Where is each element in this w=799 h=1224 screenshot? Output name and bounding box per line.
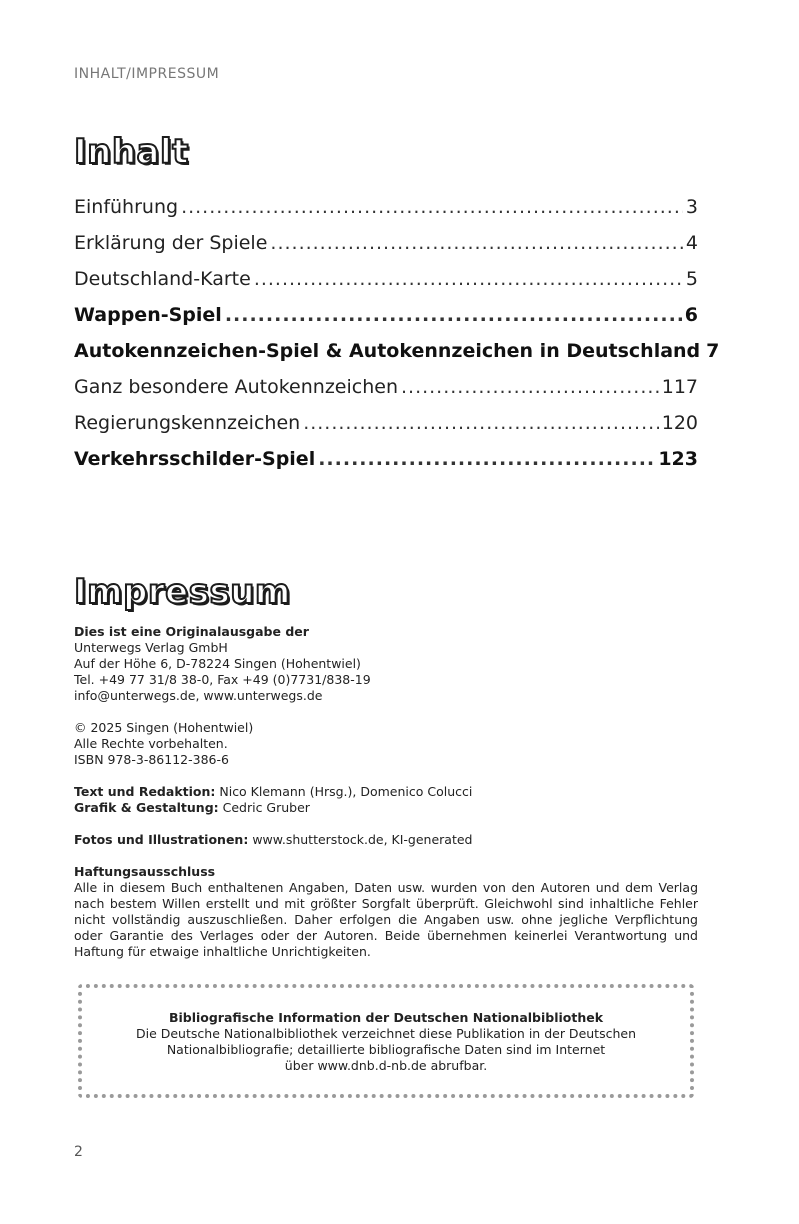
toc-leader-dots xyxy=(225,304,682,326)
disclaimer-heading: Haftungsausschluss xyxy=(74,864,216,879)
rights-line: Alle Rechte vorbehalten. xyxy=(74,736,228,751)
bibliographic-line: Die Deutsche Nationalbibliothek verzeichnet diese Publikation in der Deutschen xyxy=(135,1026,636,1041)
text-credit-value: Nico Klemann (Hrsg.), Domenico Colucci xyxy=(215,784,473,799)
toc-entry xyxy=(74,340,720,376)
original-edition-note: Dies ist eine Originalausgabe der xyxy=(74,624,309,639)
toc-leader-dots xyxy=(270,232,683,254)
publisher-name: Unterwegs Verlag GmbH xyxy=(74,640,228,655)
toc-entry-title: Verkehrsschilder-Spiel xyxy=(74,448,316,470)
contents-heading: Inhalt xyxy=(74,132,189,172)
toc-entry-page: 117 xyxy=(661,376,698,398)
toc-entry-title: Erklärung der Spiele xyxy=(74,232,268,254)
toc-entry-page: 120 xyxy=(661,412,698,434)
toc-entry xyxy=(74,196,698,232)
toc-entry xyxy=(74,232,698,268)
toc-leader-dots xyxy=(303,412,659,434)
imprint-block xyxy=(74,624,698,960)
toc-entry-title: Ganz besondere Autokennzeichen xyxy=(74,376,398,398)
publisher-email-web: info@unterwegs.de, www.unterwegs.de xyxy=(74,688,323,703)
toc-entry-page: 7 xyxy=(706,340,720,362)
disclaimer-text: Alle in diesem Buch enthaltenen Angaben, Daten usw. wurden von den Autoren und dem Verlag nach bestem Willen erstellt und mit größter Sorgfalt überprüft. Gleichwohl sind inhaltliche Fehler nicht vollständig auszuschließen. Daher erfolgen die Angaben usw. ohne jegliche Verpflichtung oder Garantie des Verlages oder der Autoren. Beide übernehmen keinerlei Verantwortung und Haftung für etwaige inhaltliche Unrichtigkeiten. xyxy=(74,880,698,959)
toc-entry-page: 123 xyxy=(658,448,698,470)
toc-leader-dots xyxy=(318,448,655,470)
isbn-line: ISBN 978-3-86112-386-6 xyxy=(74,752,229,767)
bibliographic-line: über www.dnb.d-nb.de abrufbar. xyxy=(284,1058,488,1073)
toc-entry xyxy=(74,448,698,484)
toc-entry xyxy=(74,412,698,448)
photos-credit-label: Fotos und Illustrationen: xyxy=(74,832,249,847)
toc-entry xyxy=(74,268,698,304)
graphics-credit-value: Cedric Gruber xyxy=(218,800,310,815)
toc-leader-dots xyxy=(254,268,683,290)
imprint-heading: Impressum xyxy=(74,572,291,612)
photos-credit xyxy=(74,832,698,848)
publisher-phone-fax: Tel. +49 77 31/8 38-0, Fax +49 (0)7731/838-19 xyxy=(74,672,371,687)
table-of-contents xyxy=(74,196,720,484)
photos-credit-value: www.shutterstock.de, KI-generated xyxy=(248,832,473,847)
graphics-credit xyxy=(74,800,698,816)
text-credit-label: Text und Redaktion: xyxy=(74,784,216,799)
toc-entry-title: Wappen-Spiel xyxy=(74,304,222,326)
section-header: INHALT/IMPRESSUM xyxy=(74,66,220,82)
publisher-address: Auf der Höhe 6, D-78224 Singen (Hohentwiel) xyxy=(74,656,361,671)
bibliographic-info-box xyxy=(78,984,694,1098)
bibliographic-title: Bibliografische Information der Deutschen Nationalbibliothek xyxy=(168,1010,604,1025)
graphics-credit-label: Grafik & Gestaltung: xyxy=(74,800,219,815)
copyright-line: © 2025 Singen (Hohentwiel) xyxy=(74,720,254,735)
text-credit xyxy=(74,784,698,800)
toc-entry-page: 4 xyxy=(685,232,698,254)
page-number: 2 xyxy=(74,1144,83,1160)
toc-leader-dots xyxy=(401,376,659,398)
toc-leader-dots xyxy=(181,196,683,218)
toc-entry-page: 5 xyxy=(685,268,698,290)
toc-entry-page: 3 xyxy=(685,196,698,218)
toc-entry-page: 6 xyxy=(684,304,698,326)
toc-entry-title: Deutschland-Karte xyxy=(74,268,251,290)
toc-entry xyxy=(74,376,698,412)
toc-entry-title: Regierungskennzeichen xyxy=(74,412,301,434)
toc-entry xyxy=(74,304,698,340)
toc-entry-title: Autokennzeichen-Spiel & Autokennzeichen in Deutschland xyxy=(74,340,701,362)
toc-entry-title: Einführung xyxy=(74,196,179,218)
bibliographic-line: Nationalbibliografie; detaillierte bibliografische Daten sind im Internet xyxy=(166,1042,606,1057)
